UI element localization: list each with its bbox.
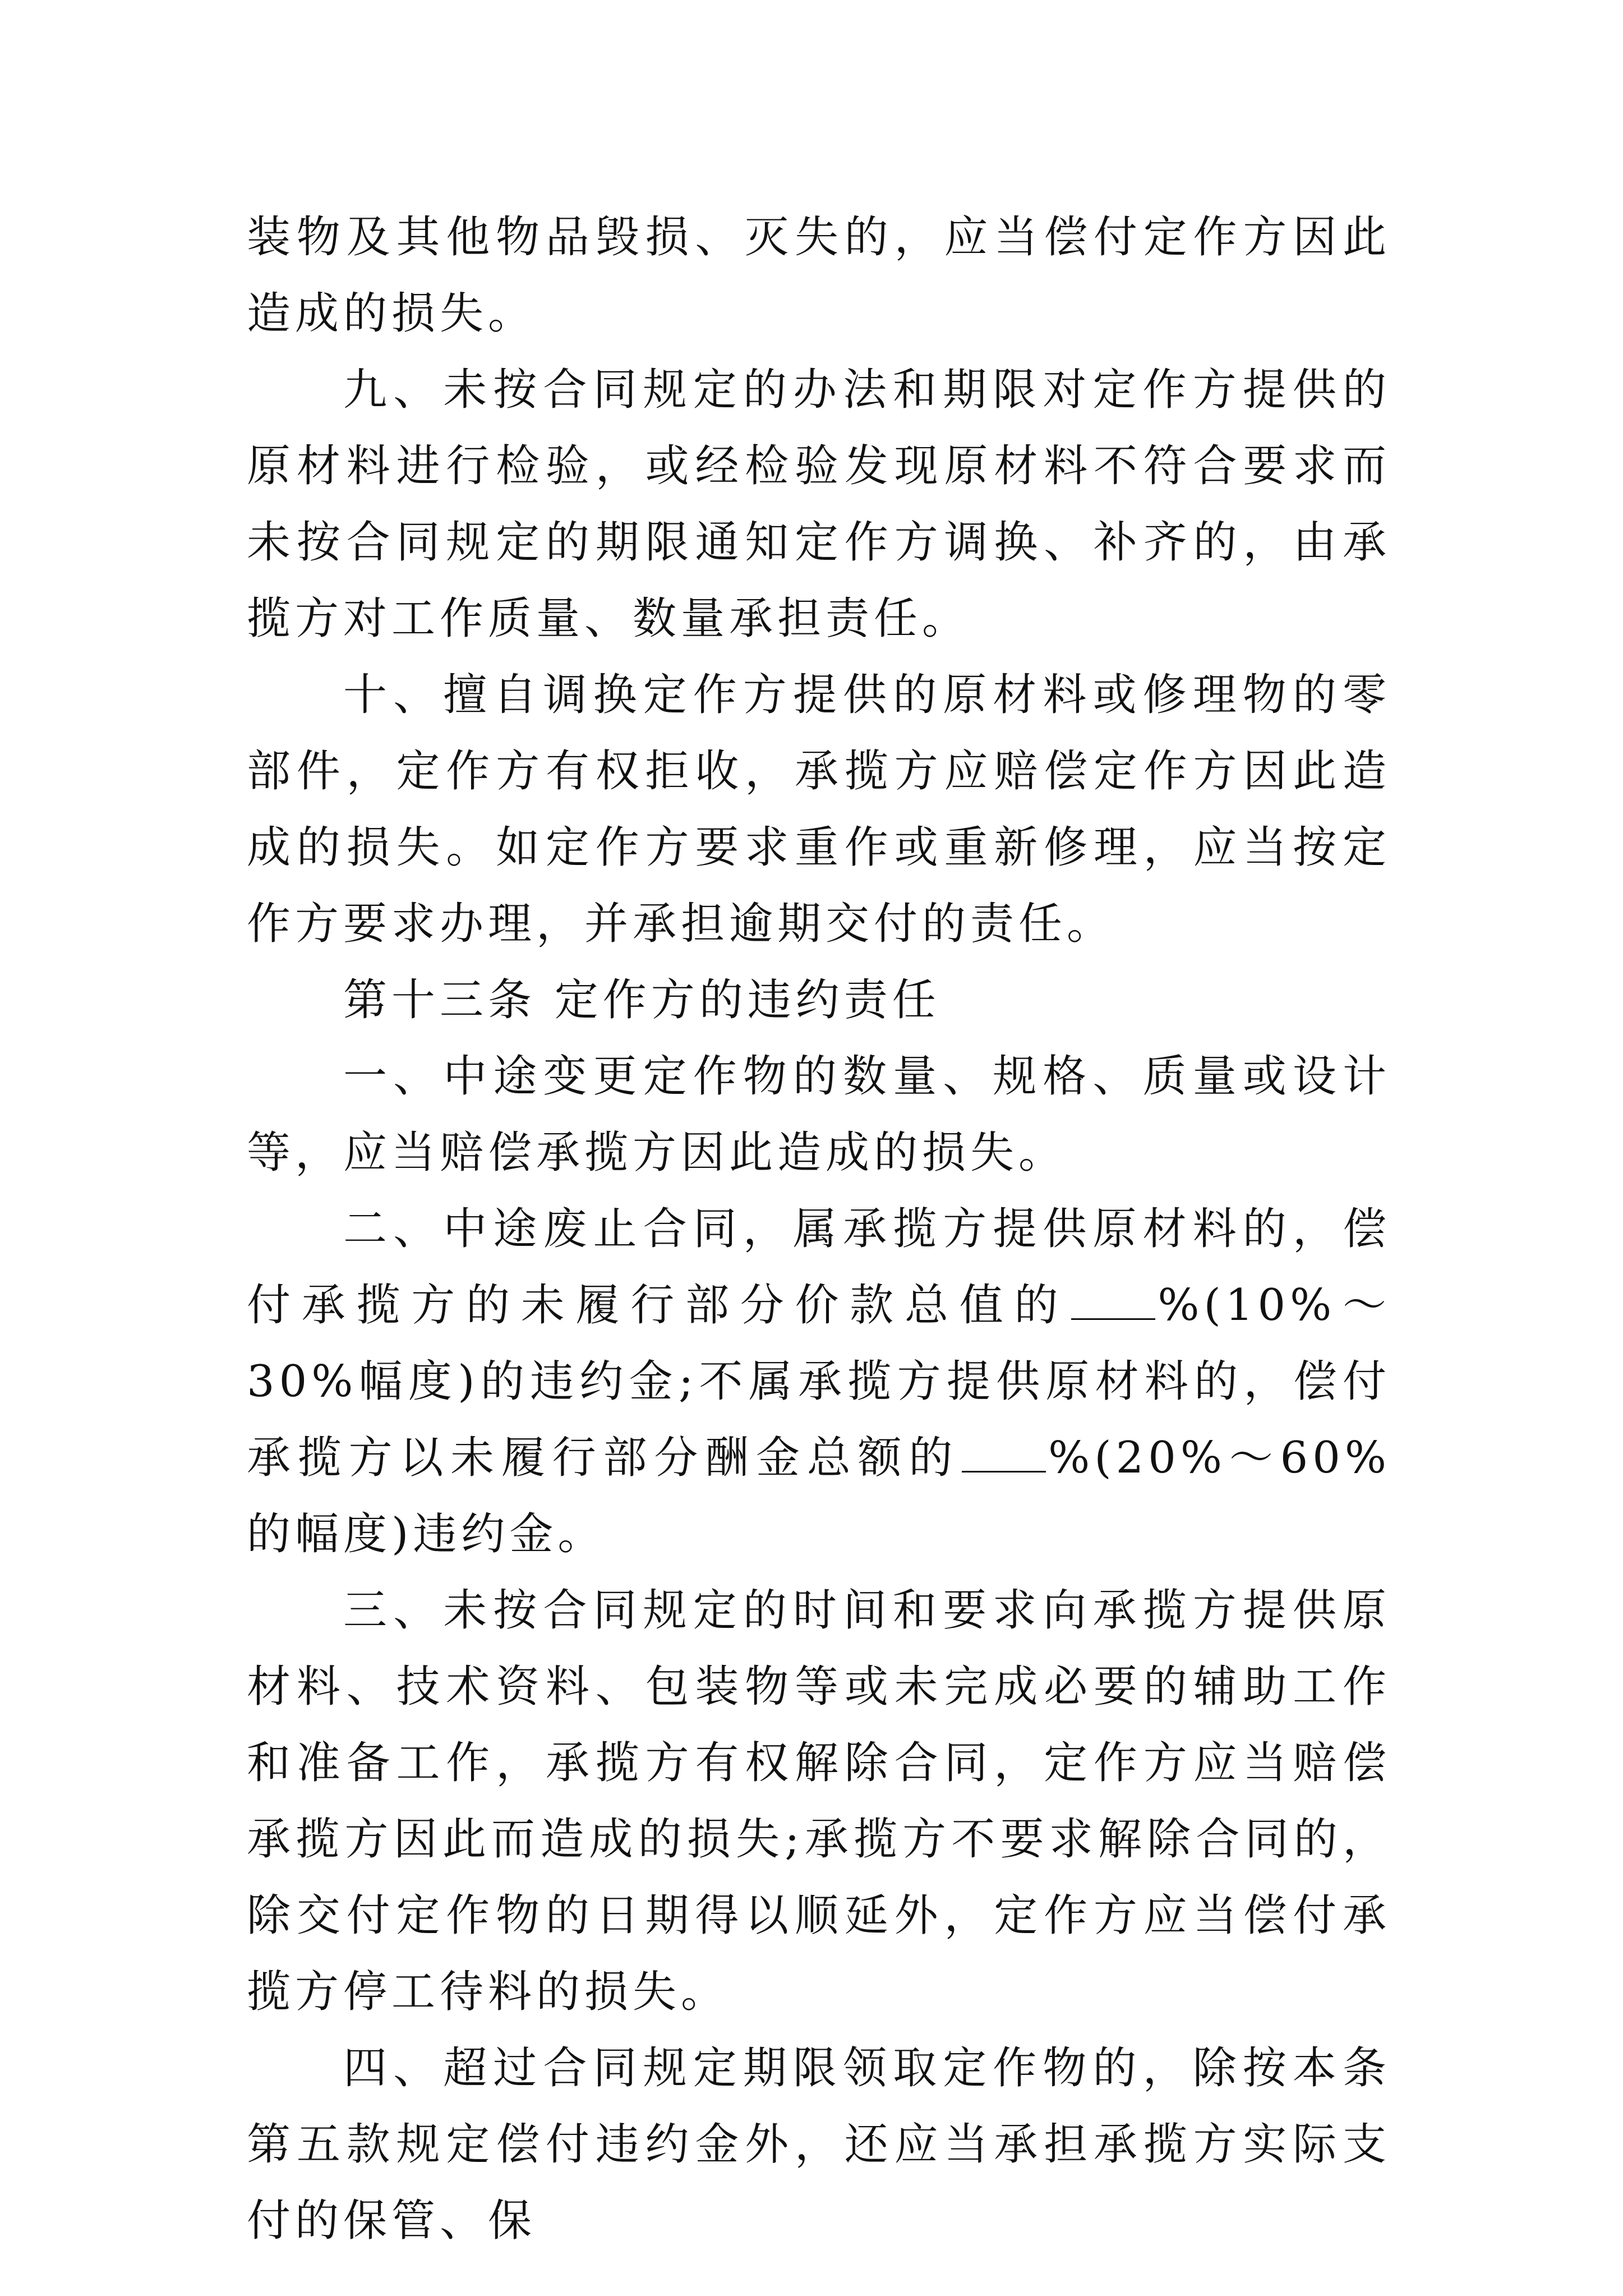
fill-in-blank xyxy=(962,1432,1046,1473)
paragraph-item-2 xyxy=(247,1191,1391,1572)
paragraph-text-part-3: %(20%～60%的幅度)违约金。 xyxy=(247,1433,1391,1559)
paragraph-text: 三、未按合同规定的时间和要求向承揽方提供原材料、技术资料、包装物等或未完成必要的辅助工作和准备工作，承揽方有权解除合同，定作方应当赔偿承揽方因此而造成的损失;承揽方不要求解除合同的，除交付定作物的日期得以顺延外，定作方应当偿付承揽方停工待料的损失。 xyxy=(247,1585,1391,2017)
heading-text: 第十三条 定作方的违约责任 xyxy=(343,975,940,1025)
paragraph-text: 四、超过合同规定期限领取定作物的，除按本条第五款规定偿付违约金外，还应当承担承揽方实际支付的保管、保 xyxy=(247,2043,1391,2246)
paragraph-item-3 xyxy=(247,1572,1391,2030)
paragraph-text: 九、未按合同规定的办法和期限对定作方提供的原材料进行检验，或经检验发现原材料不符合要求而未按合同规定的期限通知定作方调换、补齐的，由承揽方对工作质量、数量承担责任。 xyxy=(247,365,1391,644)
paragraph-continuation xyxy=(247,199,1391,352)
paragraph-item-1 xyxy=(247,1038,1391,1191)
document-body xyxy=(247,199,1391,2259)
fill-in-blank xyxy=(1071,1279,1155,1320)
paragraph-text: 一、中途变更定作物的数量、规格、质量或设计等，应当赔偿承揽方因此造成的损失。 xyxy=(247,1051,1391,1178)
paragraph-text: 装物及其他物品毁损、灭失的，应当偿付定作方因此造成的损失。 xyxy=(247,212,1391,339)
article-13-heading xyxy=(247,962,1391,1038)
paragraph-item-9 xyxy=(247,352,1391,657)
paragraph-text-part-2: %(10%～30%幅度)的违约金;不属承揽方提供原材料的，偿付承揽方以未履行部分酬金总额的 xyxy=(247,1280,1391,1483)
paragraph-item-4 xyxy=(247,2030,1391,2259)
paragraph-text: 十、擅自调换定作方提供的原材料或修理物的零部件，定作方有权拒收，承揽方应赔偿定作方因此造成的损失。如定作方要求重作或重新修理，应当按定作方要求办理，并承担逾期交付的责任。 xyxy=(247,670,1391,949)
paragraph-item-10 xyxy=(247,657,1391,962)
paragraph-text-part-1: 二、中途废止合同，属承揽方提供原材料的，偿付承揽方的未履行部分价款总值的 xyxy=(247,1204,1391,1331)
